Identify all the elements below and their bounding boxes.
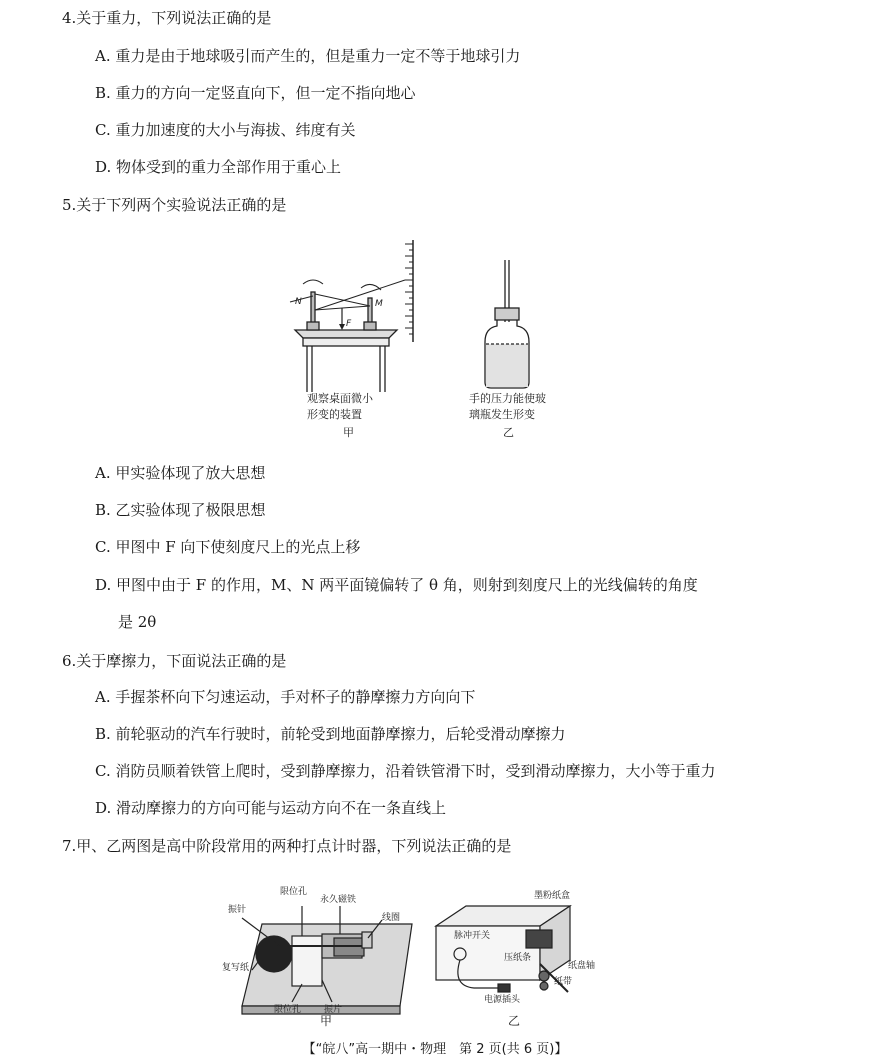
q5-left-caption-1: 观察桌面微小: [307, 392, 373, 405]
q5-left-name: 甲: [343, 426, 354, 439]
label-f: F: [346, 319, 352, 329]
q4-option-a: A. 重力是由于地球吸引而产生的，但是重力一定不等于地球引力: [95, 47, 521, 65]
table: [295, 330, 397, 392]
q4-stem: 4.关于重力，下列说法正确的是: [62, 9, 272, 27]
q5-option-d-cont: 是 2θ: [118, 613, 157, 631]
label-maichong-kaiguan: 脉冲开关: [454, 931, 491, 941]
label-zhipanzhou: 纸盘轴: [568, 961, 596, 971]
light-path: [290, 280, 405, 310]
label-fuxiezhi: 复写纸: [222, 963, 250, 973]
q5-right-name: 乙: [503, 426, 514, 439]
q5-option-c: C. 甲图中 F 向下使刻度尺上的光点上移: [95, 538, 361, 556]
q6-option-a: A. 手握茶杯向下匀速运动，手对杯子的静摩擦力方向向下: [95, 688, 476, 706]
q5-stem: 5.关于下列两个实验说法正确的是: [62, 196, 287, 214]
spark-timer: [436, 906, 573, 992]
ruler: [405, 240, 413, 342]
q6-option-d: D. 滑动摩擦力的方向可能与运动方向不在一条直线上: [95, 799, 447, 817]
q4-option-c: C. 重力加速度的大小与海拔、纬度有关: [95, 121, 356, 139]
q7-stem: 7.甲、乙两图是高中阶段常用的两种打点计时器，下列说法正确的是: [62, 837, 512, 855]
label-zhenzhen: 振针: [228, 905, 247, 915]
label-zhenpian: 振片: [324, 1005, 343, 1015]
label-dianyuan-chatou: 电源插头: [484, 995, 521, 1005]
q6-option-b: B. 前轮驱动的汽车行驶时，前轮受到地面静摩擦力，后轮受滑动摩擦力: [95, 725, 566, 743]
q5-figure: [285, 232, 565, 450]
label-xianquan: 线圈: [382, 913, 401, 923]
glass-bottle: [485, 260, 529, 388]
label-n: N: [295, 297, 302, 307]
force-arrowhead: [339, 324, 345, 330]
q7-figure-svg: [222, 876, 602, 1034]
q6-stem: 6.关于摩擦力，下面说法正确的是: [62, 652, 287, 670]
label-mofen-zhihe: 墨粉纸盒: [534, 891, 571, 901]
q5-right-caption-2: 璃瓶发生形变: [469, 408, 535, 421]
q4-option-b: B. 重力的方向一定竖直向下，但一定不指向地心: [95, 84, 416, 102]
label-m: M: [375, 299, 383, 309]
label-xianweikong-top: 限位孔: [280, 887, 308, 897]
q7-figure: [222, 876, 602, 1034]
q5-option-b: B. 乙实验体现了极限思想: [95, 501, 266, 519]
q5-option-a: A. 甲实验体现了放大思想: [95, 464, 266, 482]
q6-option-c: C. 消防员顺着铁管上爬时，受到静摩擦力，沿着铁管滑下时，受到滑动摩擦力，大小等于重力: [95, 762, 716, 780]
q5-option-d: D. 甲图中由于 F 的作用，M、N 两平面镜偏转了 θ 角，则射到刻度尺上的光线偏转的角度: [95, 576, 698, 594]
label-xianweikong-bottom: 限位孔: [274, 1005, 302, 1015]
q4-option-d: D. 物体受到的重力全部作用于重心上: [95, 158, 342, 176]
label-zhidai: 纸带: [554, 977, 573, 987]
q7-right-name: 乙: [508, 1014, 521, 1028]
page-footer: 【“皖八”高一期中・物理 第 2 页(共 6 页)】: [302, 1042, 568, 1057]
q5-left-caption-2: 形变的装置: [307, 408, 362, 421]
label-yongjiu-citie: 永久磁铁: [320, 895, 357, 905]
q7-left-name: 甲: [320, 1014, 333, 1028]
q5-right-caption-1: 手的压力能使玻: [469, 392, 546, 405]
label-yazhitiao: 压纸条: [504, 953, 532, 963]
